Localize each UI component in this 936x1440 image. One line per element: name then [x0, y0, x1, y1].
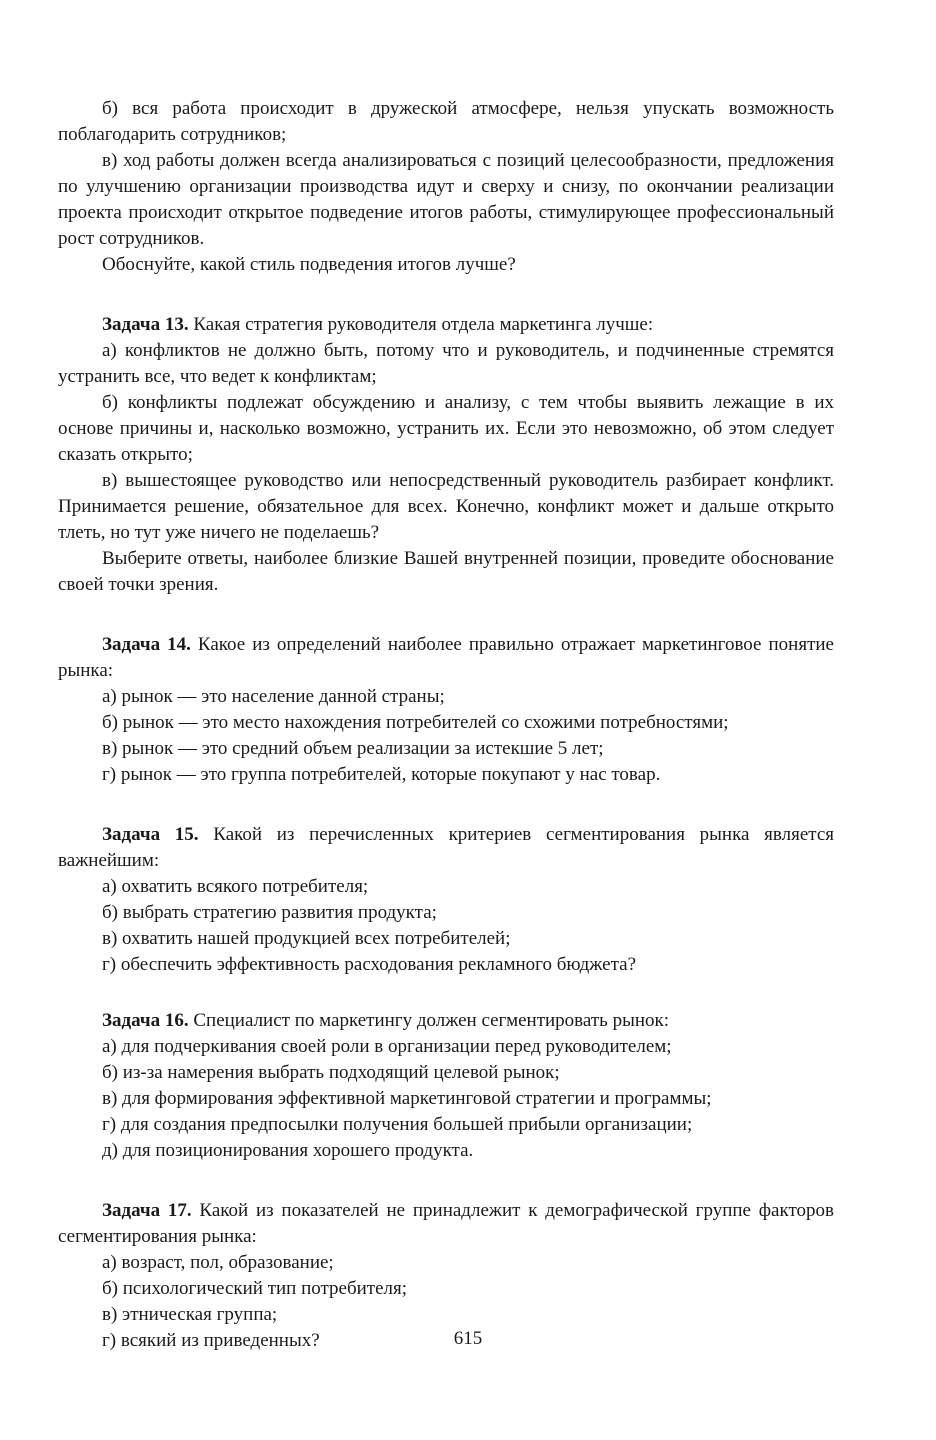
task-14-heading [58, 632, 834, 684]
task-15-option-b: б) выбрать стратегию развития продукта; [102, 902, 437, 923]
task-14-option-a: а) рынок — это население данной страны; [102, 686, 445, 707]
task-14-question: Какое из определений наиболее правильно отражает маркетинговое понятие рынка: [58, 634, 834, 681]
task-16-option-d: г) для создания предпосылки получения большей прибыли организации; [102, 1114, 693, 1135]
task-13-closing: Выберите ответы, наиболее близкие Вашей внутренней позиции, проведите обоснование своей точки зрения. [58, 548, 834, 595]
task-16-heading [58, 1008, 834, 1034]
task-17-heading [58, 1198, 834, 1250]
task-13 [58, 312, 834, 598]
task-14 [58, 632, 834, 788]
task-15-question: Какой из перечисленных критериев сегментирования рынка является важнейшим: [58, 824, 834, 871]
task-16-title: Задача 16. [102, 1010, 189, 1031]
task-17-question: Какой из показателей не принадлежит к демографической группе факторов сегментирования рынка: [58, 1200, 834, 1247]
task-16-option-e: д) для позиционирования хорошего продукта. [102, 1140, 474, 1161]
task-14-option-d: г) рынок — это группа потребителей, которые покупают у нас товар. [102, 764, 661, 785]
task-15-heading [58, 822, 834, 874]
intro-option-b: б) вся работа происходит в дружеской атмосфере, нельзя упускать возможность поблагодарить сотрудников; [58, 98, 834, 145]
intro-question: Обоснуйте, какой стиль подведения итогов лучше? [102, 254, 516, 275]
task-16 [58, 1008, 834, 1164]
task-13-option-c: в) вышестоящее руководство или непосредственный руководитель разбирает конфликт. Принимается решение, обязательное для всех. Конечно, конфликт может и дальше открыто тлеть, но тут уже ничего не поделаешь? [58, 470, 834, 543]
intro-option-c: в) ход работы должен всегда анализироваться с позиций целесообразности, предложения по улучшению организации производства идут и сверху и снизу, по окончании реализации проекта происходит открытое подведение итогов работы, стимулирующее профессиональный рост сотрудников. [58, 150, 834, 249]
task-13-question: Какая стратегия руководителя отдела маркетинга лучше: [193, 314, 654, 335]
task-17-option-b: б) психологический тип потребителя; [102, 1278, 408, 1299]
task-13-option-a: а) конфликтов не должно быть, потому что и руководитель, и подчиненные стремятся устранить все, что ведет к конфликтам; [58, 340, 834, 387]
task-17-title: Задача 17. [102, 1200, 192, 1221]
task-17-option-a: а) возраст, пол, образование; [102, 1252, 334, 1273]
intro-section [58, 96, 834, 278]
task-13-title: Задача 13. [102, 314, 189, 335]
task-14-option-c: в) рынок — это средний объем реализации за истекшие 5 лет; [102, 738, 604, 759]
task-14-title: Задача 14. [102, 634, 191, 655]
task-16-option-c: в) для формирования эффективной маркетинговой стратегии и программы; [102, 1088, 712, 1109]
task-15-option-c: в) охватить нашей продукцией всех потребителей; [102, 928, 511, 949]
task-17-option-d: г) всякий из приведенных? [102, 1330, 320, 1351]
page-text [58, 96, 834, 1354]
task-16-question: Специалист по маркетингу должен сегментировать рынок: [193, 1010, 670, 1031]
task-15-option-d: г) обеспечить эффективность расходования рекламного бюджета? [102, 954, 637, 975]
page-number: 615 [453, 1328, 483, 1349]
task-14-option-b: б) рынок — это место нахождения потребителей со схожими потребностями; [102, 712, 729, 733]
task-15-title: Задача 15. [102, 824, 199, 845]
task-17-option-c: в) этническая группа; [102, 1304, 278, 1325]
task-16-option-b: б) из-за намерения выбрать подходящий целевой рынок; [102, 1062, 560, 1083]
task-16-option-a: а) для подчеркивания своей роли в организации перед руководителем; [102, 1036, 672, 1057]
task-15-option-a: а) охватить всякого потребителя; [102, 876, 369, 897]
task-15 [58, 822, 834, 978]
task-13-option-b: б) конфликты подлежат обсуждению и анализу, с тем чтобы выявить лежащие в их основе причины и, насколько возможно, устранить их. Если это невозможно, об этом следует сказать открыто; [58, 392, 834, 465]
task-13-heading [58, 312, 834, 338]
